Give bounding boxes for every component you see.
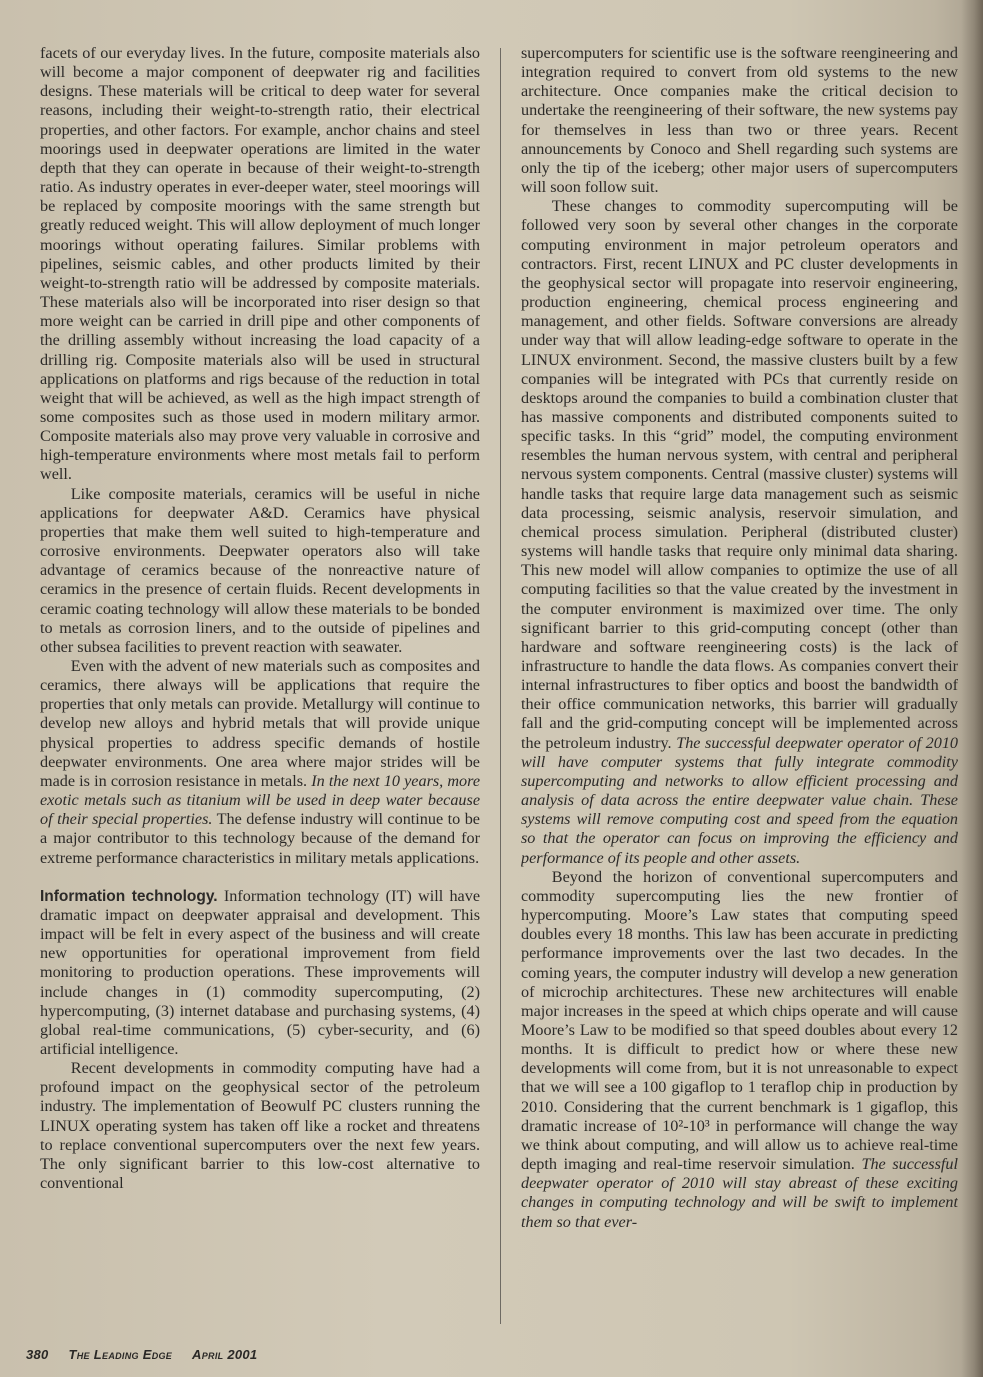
metals-emphasis: In the next 10 years, more exotic metals such as titanium will be used in deep water because of their special properties. — [40, 771, 480, 829]
page-number: 380 — [26, 1347, 49, 1362]
paragraph-supercomputers: supercomputers for scientific use is the software reengineering and integration required to convert from old systems to the new architecture. Once companies make the critical decision to undertake the reengineering of their software, the new systems pay for themselves in less than two or three years. Recent announcements by Conoco and Shell regarding such systems are only the tip of the iceberg; other major users of supercomputers will soon follow suit. — [521, 44, 958, 197]
it-text: Information technology (IT) will have dramatic impact on deepwater appraisal and development. This impact will be felt in every aspect of the business and will create new opportunities for operational improvement from field monitoring to production operations. These improvements will include changes in (1) commodity supercomputing, (2) hypercomputing, (3) internet database and purchasing systems, (4) global real-time communications, (5) cyber-security, and (6) artificial intelligence. — [40, 886, 480, 1058]
page-footer — [26, 1347, 273, 1362]
issue-date: April 2001 — [192, 1347, 258, 1362]
paragraph-ceramics: Like composite materials, ceramics will be useful in niche applications for deepwater A&D. Ceramics have physical properties that make them well suited to high-temperature and corrosive environments. Deepwater operators also will take advantage of ceramics because of the nonreactive nature of ceramics in the presence of certain fluids. Recent developments in ceramic coating technology will allow these materials to be bonded to metals as corrosion liners, and to the outside of pipelines and other subsea facilities to prevent reaction with seawater. — [40, 484, 480, 656]
metals-text: Even with the advent of new materials such as composites and ceramics, there always will be applications that require the properties that only metals can provide. Metallurgy will continue to develop new alloys and hybrid metals that will provide unique physical properties to address specific demands of hostile deepwater environments. One area where major strides will be made is in corrosion resistance in metals. — [40, 657, 480, 790]
paragraph-metals — [40, 657, 480, 868]
section-heading-information-technology: Information technology. — [40, 887, 218, 905]
right-column — [521, 44, 958, 1334]
paragraph-hypercomputing — [521, 868, 958, 1232]
left-column — [40, 44, 480, 1334]
grid-emphasis: The successful deepwater operator of 2010 will have computer systems that fully integrate commodity supercomputing and networks to allow efficient processing and analysis of data across the entire deepwater value chain. These systems will remove computing cost and speed from the equation so that the operator can focus on improving the efficiency and performance of its people and other assets. — [521, 733, 958, 867]
paragraph-commodity-computing: Recent developments in commodity computing have had a profound impact on the geophysical sector of the petroleum industry. The implementation of Beowulf PC clusters running the LINUX operating system has taken off like a rocket and threatens to replace conventional supercomputers over the next few years. The only significant barrier to this low-cost alternative to conventional — [40, 1059, 480, 1193]
paragraph-grid-computing — [521, 197, 958, 867]
paragraph-information-technology — [40, 887, 480, 1059]
page-binding-shadow — [961, 0, 983, 1377]
column-divider — [500, 48, 501, 1324]
hypercomputing-emphasis: The successful deepwater operator of 2010 will stay abreast of these exciting changes in computing technology and will be swift to implement them so that ever- — [521, 1155, 958, 1231]
grid-text: These changes to commodity supercomputing will be followed very soon by several other changes in the corporate computing environment in major petroleum operators and contractors. First, recent LINUX and PC cluster developments in the geophysical sector will propagate into reservoir engineering, production engineering, chemical process engineering and management, and other fields. Software conversions are already under way that will allow leading-edge software to operate in the LINUX environment. Second, the massive clusters built by a few companies will be integrated with PCs that currently reside on desktops around the companies to build a combination cluster that has massive components and distributed components suited to specific tasks. In this “grid” model, the computing environment resembles the human nervous system, with central and peripheral nervous system components. Central (massive cluster) systems will handle tasks that require large data management such as seismic data processing, seismic analysis, reservoir simulation, and chemical process simulation. Peripheral (distributed cluster) systems will handle tasks that require only minimal data sharing. This new model will allow companies to optimize the use of all computing facilities so that the value created by the investment in the computer environment is maximized over time. The only significant barrier to this grid-computing concept (other than hardware and software reengineering costs) is the lack of infrastructure to handle the data flows. As companies convert their internal infrastructures to fiber optics and boost the bandwidth of their office communication networks, this barrier will gradually fall and the grid-computing concept will be implemented across the petroleum industry. — [521, 197, 958, 752]
metals-text-end: The defense industry will continue to be a major contributor to this technology because of the demand for extreme performance characteristics in military metals applications. — [40, 810, 480, 867]
journal-name: The Leading Edge — [68, 1347, 173, 1362]
paragraph-composites: facets of our everyday lives. In the future, composite materials also will become a major component of deepwater rig and facilities designs. These materials will be critical to deep water for several reasons, including their weight-to-strength ratio, their electrical properties, and other factors. For example, anchor chains and steel moorings used in deepwater operations are limited in the water depth that they can operate in because of their weight-to-strength ratio. As industry operates in ever-deeper water, steel moorings will be replaced by composite moorings with the same strength but greatly reduced weight. This will allow deployment of much longer moorings without operating failures. Similar problems with pipelines, seismic cables, and other products limited by their weight-to-strength ratio will be addressed by composite materials. These materials also will be incorporated into riser design so that more weight can be carried in drill pipe and other components of the drilling assembly without increasing the load capacity of a drilling rig. Composite materials also will be used in structural applications on platforms and rigs because of the reduction in total weight that will be achieved, as well as the high impact strength of some composites such as those used in modern military armor. Composite materials also may prove very valuable in corrosive and high-temperature environments where most metals fail to perform well. — [40, 44, 480, 484]
hypercomputing-text: Beyond the horizon of conventional supercomputers and commodity supercomputing lies the new frontier of hypercomputing. Moore’s Law states that computing speed doubles every 18 months. This law has been accurate in predicting performance improvements over the last two decades. In the coming years, the computer industry will develop a new generation of microchip architectures. These new architectures will enable major increases in the speed at which chips operate and will cause Moore’s Law to be modified so that speed doubles about every 12 months. It is difficult to predict how or where these new developments will come from, but it is not unreasonable to expect that we will see a 100 gigaflop to 1 teraflop chip in production by 2010. Considering that the current benchmark is 1 gigaflop, this dramatic increase of 10²-10³ in performance will change the way we think about computing, and will allow us to achieve real-time depth imaging and real-time reservoir simulation. — [521, 867, 958, 1174]
